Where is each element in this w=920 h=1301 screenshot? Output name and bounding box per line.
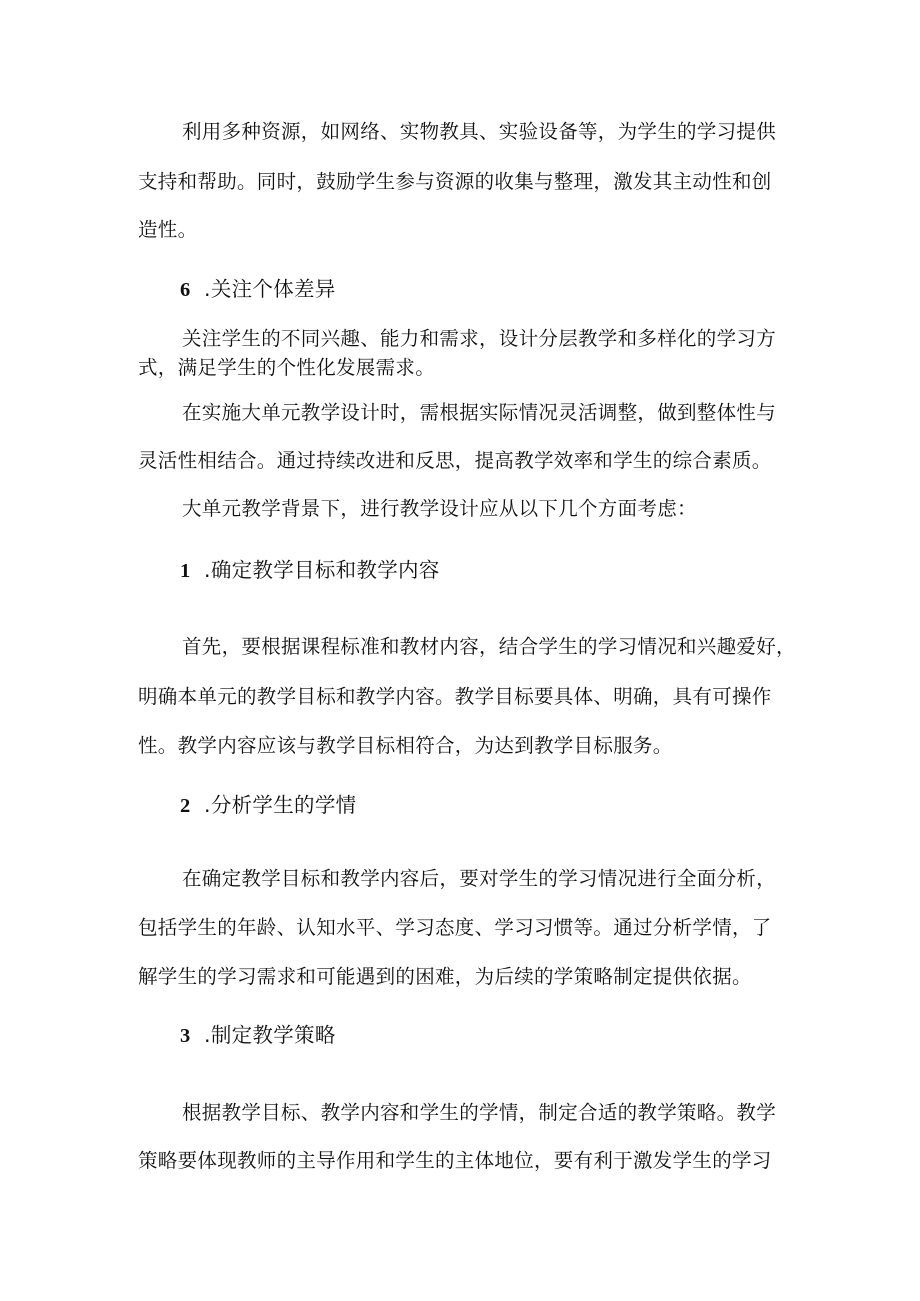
- paragraph-line: 造性。: [138, 218, 198, 241]
- paragraph-line: 首先，要根据课程标准和教材内容，结合学生的学习情况和兴趣爱好，: [182, 635, 796, 658]
- heading-text: .分析学生的学情: [204, 793, 357, 817]
- paragraph-line: 式，满足学生的个性化发展需求。: [138, 356, 436, 379]
- paragraph-line: 利用多种资源，如网络、实物教具、实验设备等，为学生的学习提供: [182, 120, 777, 143]
- paragraph-line: 灵活性相结合。通过持续改进和反思，提高教学效率和学生的综合素质。: [138, 449, 772, 472]
- heading-text: .制定教学策略: [204, 1023, 336, 1047]
- section-heading: [180, 792, 356, 819]
- paragraph-line: 明确本单元的教学目标和教学内容。教学目标要具体、明确，具有可操作: [138, 685, 772, 708]
- paragraph-line: 关注学生的不同兴趣、能力和需求，设计分层教学和多样化的学习方: [182, 327, 777, 350]
- heading-number: 1: [180, 560, 191, 582]
- paragraph-line: 解学生的学习需求和可能遇到的困难，为后续的学策略制定提供依据。: [138, 965, 752, 988]
- section-heading: [180, 1022, 336, 1049]
- paragraph-line: 在确定教学目标和教学内容后，要对学生的学习情况进行全面分析，: [182, 867, 777, 890]
- paragraph-line: 在实施大单元教学设计时，需根据实际情况灵活调整，做到整体性与: [182, 401, 777, 424]
- heading-number: 3: [180, 1025, 191, 1047]
- section-heading: [180, 557, 440, 584]
- paragraph-line: 大单元教学背景下，进行教学设计应从以下几个方面考虑：: [182, 497, 697, 520]
- heading-number: 2: [180, 795, 191, 817]
- heading-number: 6: [180, 279, 191, 301]
- paragraph-line: 根据教学目标、教学内容和学生的学情，制定合适的教学策略。教学: [182, 1101, 777, 1124]
- paragraph-line: 包括学生的年龄、认知水平、学习态度、学习习惯等。通过分析学情，了: [138, 916, 772, 939]
- paragraph-line: 策略要体现教师的主导作用和学生的主体地位，要有利于激发学生的学习: [138, 1149, 772, 1172]
- paragraph-line: 支持和帮助。同时，鼓励学生参与资源的收集与整理，激发其主动性和创: [138, 170, 772, 193]
- heading-text: .关注个体差异: [204, 277, 336, 301]
- paragraph-line: 性。教学内容应该与教学目标相符合，为达到教学目标服务。: [138, 734, 673, 757]
- heading-text: .确定教学目标和教学内容: [204, 558, 440, 582]
- section-heading: [180, 276, 336, 303]
